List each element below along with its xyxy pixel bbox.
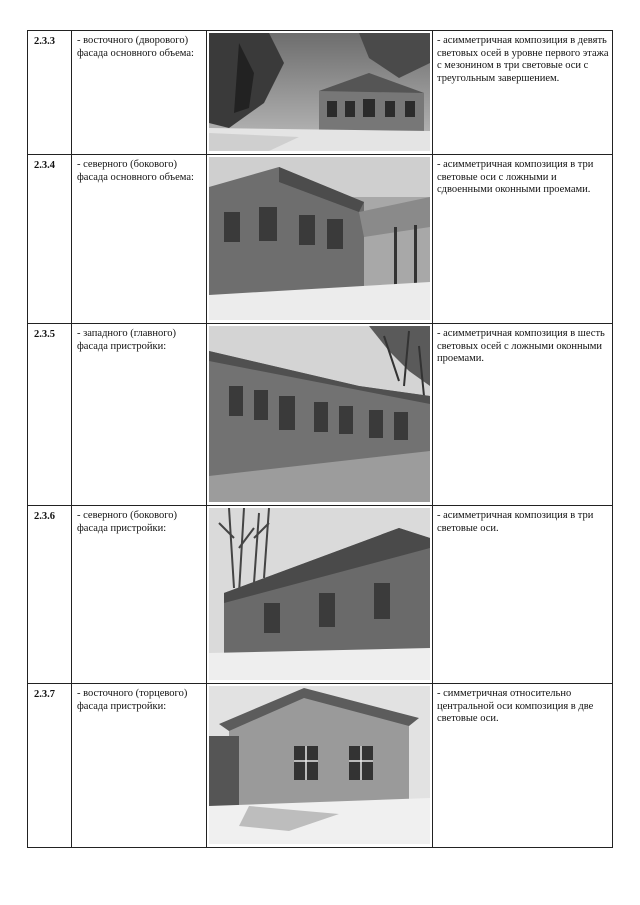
table-row <box>28 506 613 684</box>
composition-description: - асимметричная композиция в шесть световых осей с ложными оконными проемами. <box>433 324 613 506</box>
facade-name: - северного (бокового) фасада основного объема: <box>72 155 207 324</box>
facade-name: - западного (главного) фасада пристройки: <box>72 324 207 506</box>
row-number: 2.3.7 <box>28 684 72 848</box>
facade-name: - северного (бокового) фасада пристройки: <box>72 506 207 684</box>
facade-name: - восточного (дворового) фасада основного объема: <box>72 31 207 155</box>
table-row <box>28 684 613 848</box>
table-row <box>28 31 613 155</box>
building-courtyard-facade-photo <box>209 33 430 151</box>
row-number: 2.3.4 <box>28 155 72 324</box>
photo-cell <box>207 324 433 506</box>
extension-side-facade-photo <box>209 508 430 680</box>
row-number: 2.3.5 <box>28 324 72 506</box>
row-number: 2.3.3 <box>28 31 72 155</box>
composition-description: - асимметричная композиция в три световые оси с ложными и сдвоенными оконными проемами. <box>433 155 613 324</box>
photo-cell <box>207 31 433 155</box>
extension-end-facade-photo <box>209 686 430 844</box>
composition-description: - асимметричная композиция в девять световых осей в уровне первого этажа с мезонином в три световые оси с треугольным завершением. <box>433 31 613 155</box>
row-number: 2.3.6 <box>28 506 72 684</box>
facade-name: - восточного (торцевого) фасада пристройки: <box>72 684 207 848</box>
table-row <box>28 324 613 506</box>
photo-cell <box>207 684 433 848</box>
extension-main-facade-photo <box>209 326 430 502</box>
photo-cell <box>207 506 433 684</box>
facade-description-table <box>27 30 613 848</box>
composition-description: - симметричная относительно центральной оси композиция в две световые оси. <box>433 684 613 848</box>
table-row <box>28 155 613 324</box>
building-side-facade-photo <box>209 157 430 320</box>
composition-description: - асимметричная композиция в три световые оси. <box>433 506 613 684</box>
photo-cell <box>207 155 433 324</box>
